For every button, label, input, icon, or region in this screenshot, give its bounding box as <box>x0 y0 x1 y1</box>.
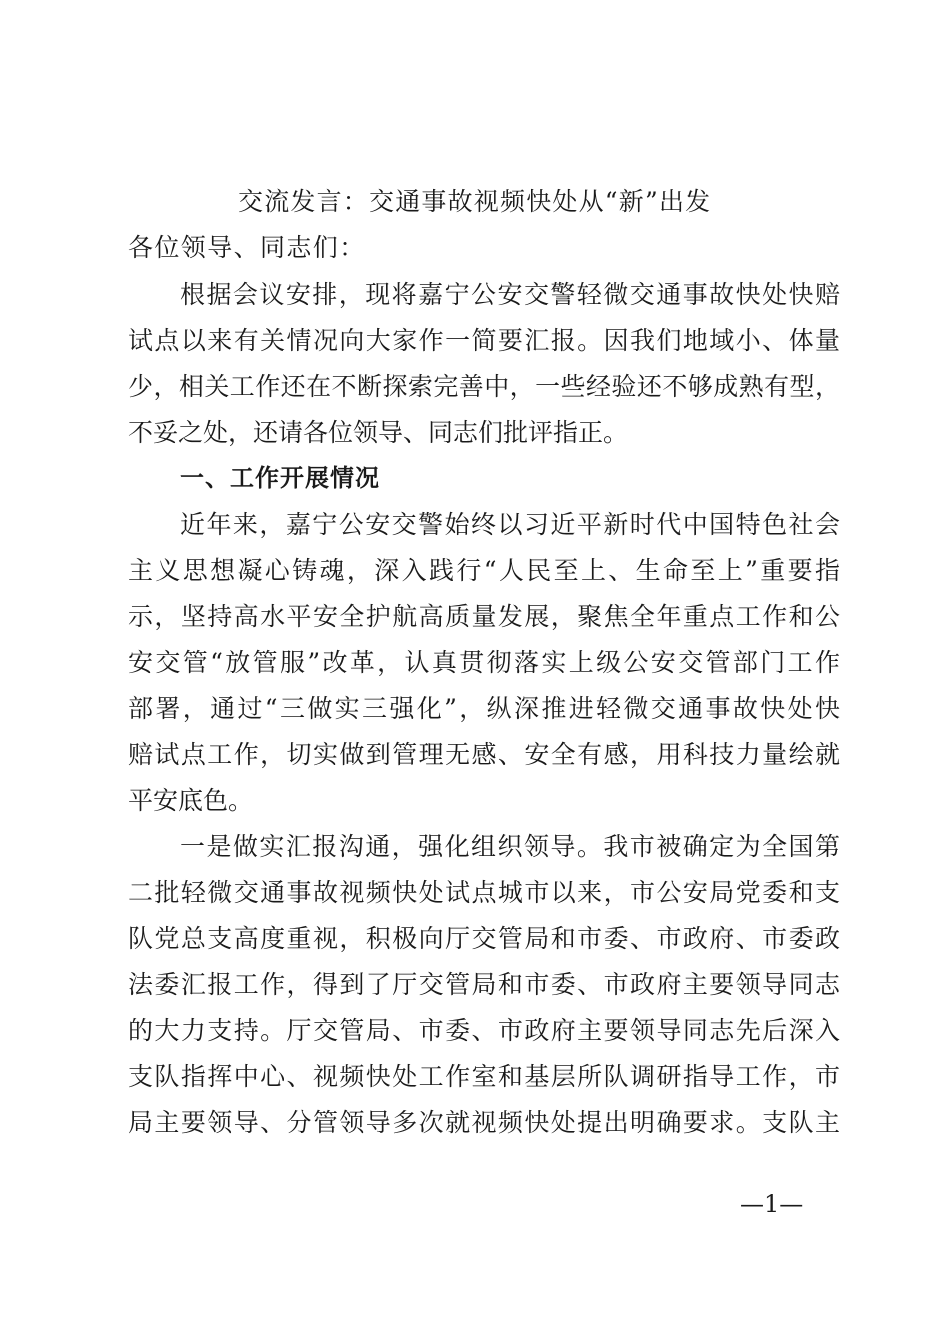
paragraph-line: 不妥之处，还请各位领导、同志们批评指正。 <box>128 418 629 447</box>
paragraph-line: 示，坚持高水平安全护航高质量发展，聚焦全年重点工作和公 <box>128 602 840 631</box>
paragraph-line: 平安底色。 <box>128 786 254 815</box>
document-title: 交流发言：交通事故视频快处从“新”出发 <box>238 187 712 216</box>
section-heading: 一、工作开展情况 <box>180 464 380 492</box>
paragraph-line: 安交管“放管服”改革，认真贯彻落实上级公安交管部门工作 <box>128 648 840 677</box>
salutation: 各位领导、同志们： <box>128 233 366 262</box>
paragraph-line: 根据会议安排，现将嘉宁公安交警轻微交通事故快处快赔 <box>180 280 840 309</box>
paragraph-line: 一是做实汇报沟通，强化组织领导。我市被确定为全国第 <box>180 832 840 861</box>
paragraph-line: 主义思想凝心铸魂，深入践行“人民至上、生命至上”重要指 <box>128 556 840 585</box>
paragraph-line: 二批轻微交通事故视频快处试点城市以来，市公安局党委和支 <box>128 878 840 907</box>
paragraph-line: 少，相关工作还在不断探索完善中，一些经验还不够成熟有型， <box>128 372 840 401</box>
paragraph-line: 近年来，嘉宁公安交警始终以习近平新时代中国特色社会 <box>180 510 840 539</box>
paragraph-line: 局主要领导、分管领导多次就视频快处提出明确要求。支队主 <box>128 1108 840 1137</box>
paragraph-intro <box>128 272 840 456</box>
paragraph-line: 队党总支高度重视，积极向厅交管局和市委、市政府、市委政 <box>128 924 840 953</box>
paragraph-line: 试点以来有关情况向大家作一简要汇报。因我们地域小、体量 <box>128 326 840 355</box>
page-number: —1— <box>740 1190 804 1218</box>
paragraph-line: 部署，通过“三做实三强化”，纵深推进轻微交通事故快处快 <box>128 694 840 723</box>
paragraph-line: 法委汇报工作，得到了厅交管局和市委、市政府主要领导同志 <box>128 970 840 999</box>
paragraph-line: 支队指挥中心、视频快处工作室和基层所队调研指导工作，市 <box>128 1062 840 1091</box>
paragraph-point-one <box>128 824 840 1146</box>
paragraph-line: 的大力支持。厅交管局、市委、市政府主要领导同志先后深入 <box>128 1016 840 1045</box>
paragraph-overview <box>128 502 840 824</box>
paragraph-line: 赔试点工作，切实做到管理无感、安全有感，用科技力量绘就 <box>128 740 840 769</box>
